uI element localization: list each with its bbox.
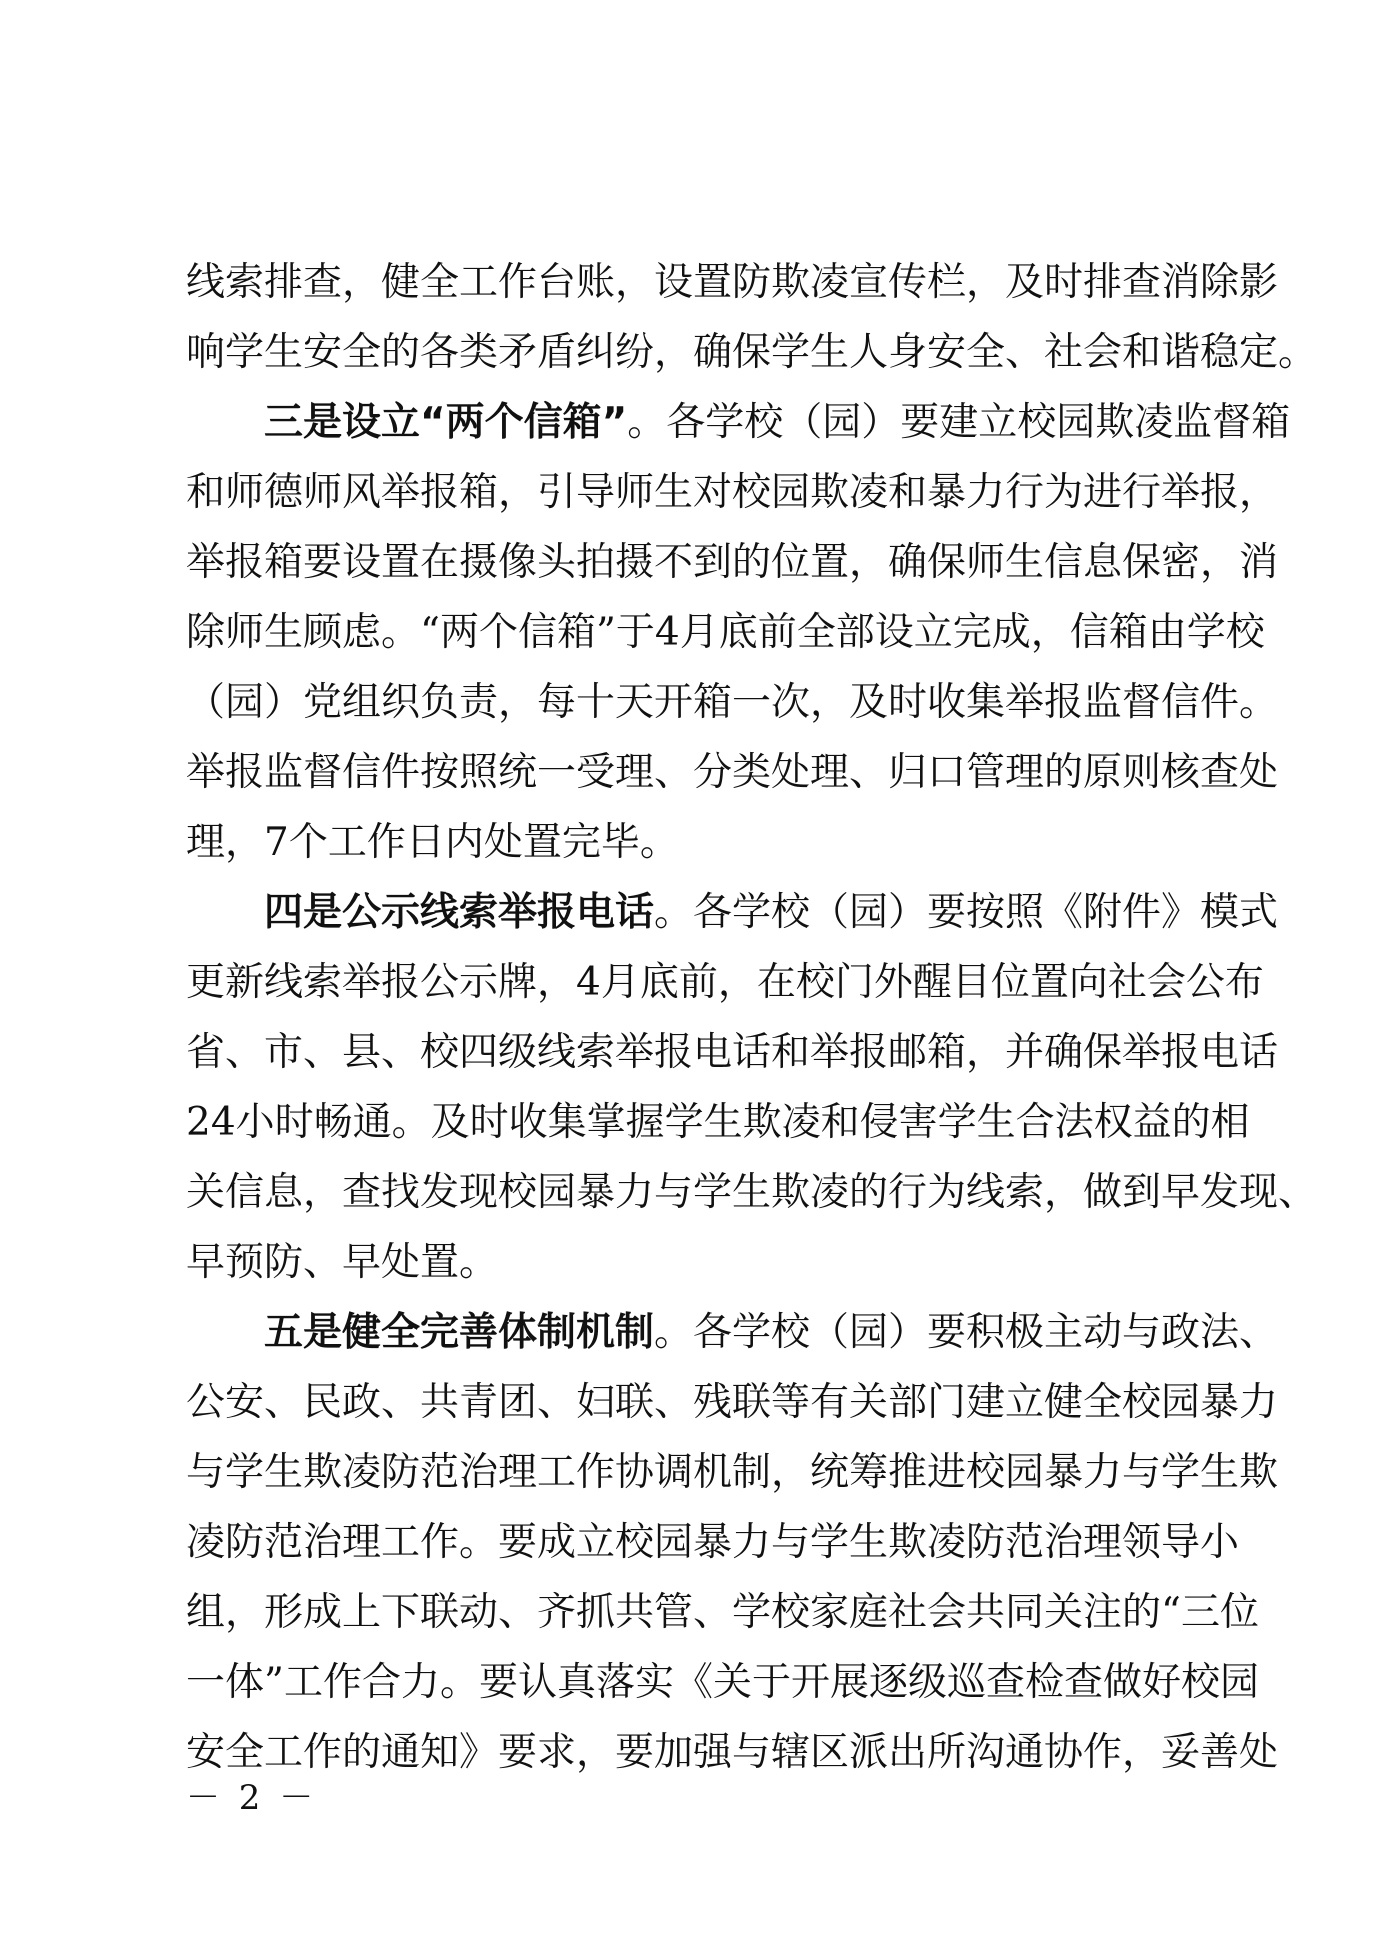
line-text: 关信息，查找发现校园暴力与学生欺凌的行为线索，做到早发现、 — [186, 1170, 1318, 1215]
line-text: （园）党组织负责，每十天开箱一次，及时收集举报监督信件。 — [186, 680, 1279, 725]
text-line — [186, 1368, 1279, 1438]
line-text: 早预防、早处置。 — [186, 1240, 499, 1285]
line-text: 凌防范治理工作。要成立校园暴力与学生欺凌防范治理领导小 — [186, 1520, 1240, 1565]
text-line — [186, 738, 1279, 808]
line-text: 响学生安全的各类矛盾纠纷，确保学生人身安全、社会和谐稳定。 — [186, 330, 1318, 375]
page-number: － 2 － — [186, 1778, 318, 1818]
paragraph-lead-four: 四是公示线索举报电话 — [264, 890, 655, 935]
line-text: 举报箱要设置在摄像头拍摄不到的位置，确保师生信息保密，消 — [186, 540, 1279, 585]
paragraph-four-heading-line — [186, 878, 1279, 948]
text-line — [186, 1718, 1279, 1788]
line-text: 理，7个工作日内处置完毕。 — [186, 820, 679, 865]
text-line — [186, 598, 1265, 668]
body-text — [186, 248, 1318, 1788]
text-line — [186, 1648, 1259, 1718]
text-line — [186, 808, 1202, 878]
line-text: 。各学校（园）要建立校园欺凌监督箱 — [627, 400, 1291, 445]
line-text: 公安、民政、共青团、妇联、残联等有关部门建立健全校园暴力 — [186, 1380, 1279, 1425]
paragraph-five-heading-line — [186, 1298, 1279, 1368]
line-text: 。各学校（园）要积极主动与政法、 — [654, 1310, 1279, 1355]
line-text: 和师德师风举报箱，引导师生对校园欺凌和暴力行为进行举报， — [186, 470, 1279, 515]
paragraph-lead-five: 五是健全完善体制机制 — [264, 1310, 655, 1355]
text-line — [186, 1438, 1279, 1508]
line-text: 与学生欺凌防范治理工作协调机制，统筹推进校园暴力与学生欺 — [186, 1450, 1279, 1495]
paragraph-lead-three: 三是设立“两个信箱” — [264, 400, 628, 445]
line-text: 一体”工作合力。要认真落实《关于开展逐级巡查检查做好校园 — [186, 1660, 1259, 1705]
line-text: 线索排查，健全工作台账，设置防欺凌宣传栏，及时排查消除影 — [186, 260, 1279, 305]
text-line — [186, 948, 1264, 1018]
line-text: 更新线索举报公示牌，4月底前，在校门外醒目位置向社会公布 — [186, 960, 1264, 1005]
text-line — [186, 248, 1279, 318]
text-line — [186, 1508, 1240, 1578]
text-line — [186, 458, 1279, 528]
line-text: 举报监督信件按照统一受理、分类处理、归口管理的原则核查处 — [186, 750, 1279, 795]
text-line — [186, 668, 1279, 738]
text-line — [186, 1018, 1279, 1088]
text-line — [186, 1158, 1318, 1228]
line-text: 安全工作的通知》要求，要加强与辖区派出所沟通协作，妥善处 — [186, 1730, 1279, 1775]
text-line — [186, 1578, 1259, 1648]
text-line — [186, 1088, 1250, 1158]
paragraph-three-heading-line — [186, 388, 1291, 458]
line-text: 除师生顾虑。“两个信箱”于4月底前全部设立完成，信箱由学校 — [186, 610, 1265, 655]
line-text: 24小时畅通。及时收集掌握学生欺凌和侵害学生合法权益的相 — [186, 1100, 1250, 1145]
text-line — [186, 528, 1279, 598]
line-text: 。各学校（园）要按照《附件》模式 — [654, 890, 1279, 935]
text-line — [186, 318, 1318, 388]
line-text: 省、市、县、校四级线索举报电话和举报邮箱，并确保举报电话 — [186, 1030, 1279, 1075]
text-line — [186, 1228, 1202, 1298]
line-text: 组，形成上下联动、齐抓共管、学校家庭社会共同关注的“三位 — [186, 1590, 1259, 1635]
